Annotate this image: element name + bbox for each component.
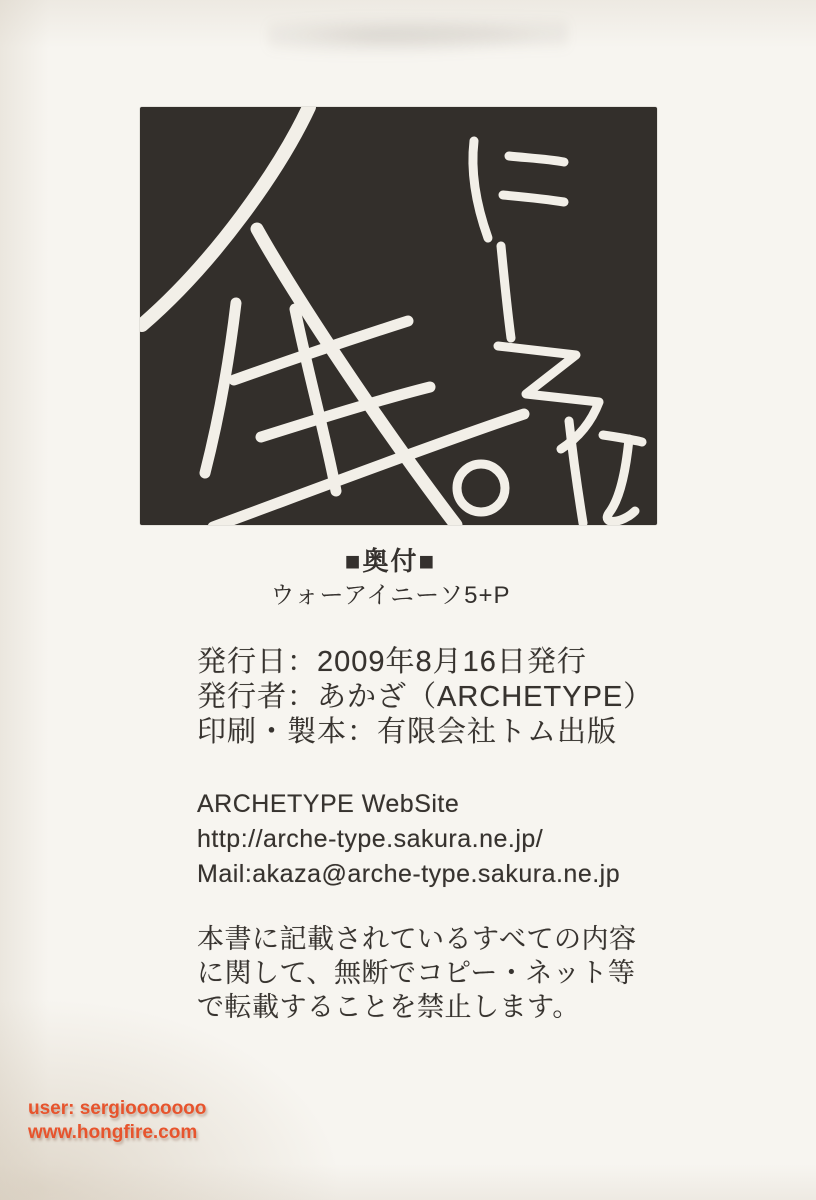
mail-address-line: Mail:akaza@arche-type.sakura.ne.jp [197,860,621,888]
website-info-block [197,787,620,892]
publisher-line: 発行者：あかざ（ARCHETYPE） [197,681,654,713]
notice-line: で転載することを禁止します。 [197,992,580,1022]
kana-ni-vertical [473,141,488,238]
scanner-watermark [28,1097,207,1145]
copyright-notice-block [197,922,636,1024]
kana-ha-right-loop [607,439,635,521]
jinsei-calligraphy [140,107,657,525]
book-title: ウォーアイニーソ5+P [270,582,511,609]
kanji-sei-mid-horizontal [261,387,430,437]
kana-ni-bottom-tick [503,195,564,202]
colophon-heading-area [132,545,649,612]
notice-line: 本書に記載されているすべての内容 [197,924,637,954]
bleedthrough-smudge [268,12,568,56]
calligraphy-panel [140,107,657,525]
publication-date-line: 発行日：2009年8月16日発行 [197,646,587,678]
long-dash-stroke [501,246,511,338]
kana-so [498,346,599,449]
printer-line: 印刷・製本：有限会社トム出版 [197,716,618,748]
watermark-site: www.hongfire.com [28,1122,198,1143]
kanji-sei-slash [205,303,236,473]
website-title-line: ARCHETYPE WebSite [197,790,460,818]
colophon-header: ■奥付■ [344,546,437,576]
kanji-jin-left-stroke [142,107,309,325]
kana-ni-top-tick [509,156,564,162]
website-url-line: http://arche-type.sakura.ne.jp/ [197,825,544,853]
calligraphy-strokes [142,107,642,525]
handwritten-period-circle [457,464,505,512]
notice-line: に関して、無断でコピー・ネット等 [197,958,636,988]
kana-ha-cross-tick [603,435,642,442]
publication-info-block [197,645,653,750]
watermark-username: user: sergiooooooo [28,1098,207,1119]
kanji-jin-right-stroke [257,229,456,525]
